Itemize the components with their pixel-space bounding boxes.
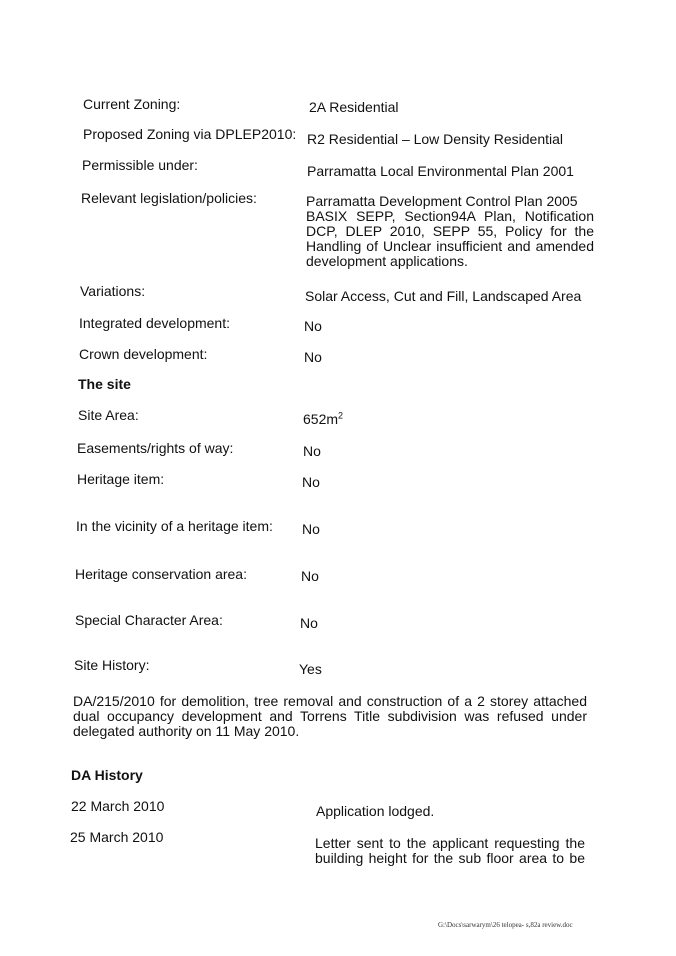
field-value: No xyxy=(304,349,322,365)
field-value: Solar Access, Cut and Fill, Landscaped Area xyxy=(305,288,582,304)
field-label: Proposed Zoning via DPLEP2010: xyxy=(83,126,297,142)
field-label: Site Area: xyxy=(78,407,139,423)
legislation-text xyxy=(306,194,594,269)
field-value: Parramatta Local Environmental Plan 2001 xyxy=(307,163,574,179)
legislation-line: DCP, DLEP 2010, SEPP 55, Policy for the xyxy=(306,223,594,239)
field-value: No xyxy=(303,443,321,459)
field-label: Easements/rights of way: xyxy=(77,440,234,456)
section-heading-da-history: DA History xyxy=(71,767,143,783)
legislation-line: BASIX SEPP, Section94A Plan, Notification xyxy=(306,208,594,224)
paragraph-line: delegated authority on 11 May 2010. xyxy=(73,723,300,739)
field-value: R2 Residential – Low Density Residential xyxy=(307,131,564,147)
da-history-date: 22 March 2010 xyxy=(71,798,165,814)
field-value: No xyxy=(301,568,319,584)
paragraph-line: DA/215/2010 for demolition, tree removal and construction of a 2 storey attached xyxy=(73,693,587,709)
field-value xyxy=(303,411,343,427)
field-label: Integrated development: xyxy=(79,315,230,331)
field-label: Current Zoning: xyxy=(83,96,181,112)
field-label: Relevant legislation/policies: xyxy=(81,190,257,206)
field-label: Heritage item: xyxy=(77,471,165,487)
site-area-number: 652m xyxy=(303,411,339,427)
field-label: In the vicinity of a heritage item: xyxy=(76,518,273,534)
field-value: No xyxy=(302,474,320,490)
da-history-date: 25 March 2010 xyxy=(70,829,164,845)
field-value: Yes xyxy=(299,661,322,677)
field-label: Site History: xyxy=(74,657,150,673)
field-label: Heritage conservation area: xyxy=(75,566,247,582)
site-area-unit-exponent: 2 xyxy=(338,410,344,421)
footer-file-path: G:\Docs\sarwarym\26 telopea- s,82a review.doc xyxy=(438,921,573,929)
field-label: Permissible under: xyxy=(82,157,198,173)
site-history-paragraph xyxy=(73,694,587,739)
field-value: 2A Residential xyxy=(309,99,399,115)
field-value: No xyxy=(300,615,318,631)
field-label: Special Character Area: xyxy=(75,612,223,628)
legislation-line: Parramatta Development Control Plan 2005 xyxy=(306,193,578,209)
da-history-line: Letter sent to the applicant requesting the xyxy=(315,835,585,851)
paragraph-line: dual occupancy development and Torrens Title subdivision was refused under xyxy=(73,708,587,724)
da-history-text xyxy=(315,836,585,866)
da-history-text: Application lodged. xyxy=(316,803,435,819)
field-value: No xyxy=(304,318,322,334)
field-value: No xyxy=(302,521,320,537)
legislation-line: development applications. xyxy=(306,253,468,269)
da-history-line: building height for the sub floor area to be xyxy=(315,850,585,866)
legislation-line: Handling of Unclear insufficient and amended xyxy=(306,238,594,254)
section-heading-site: The site xyxy=(78,376,131,392)
field-label: Crown development: xyxy=(79,346,208,362)
field-label: Variations: xyxy=(80,283,146,299)
